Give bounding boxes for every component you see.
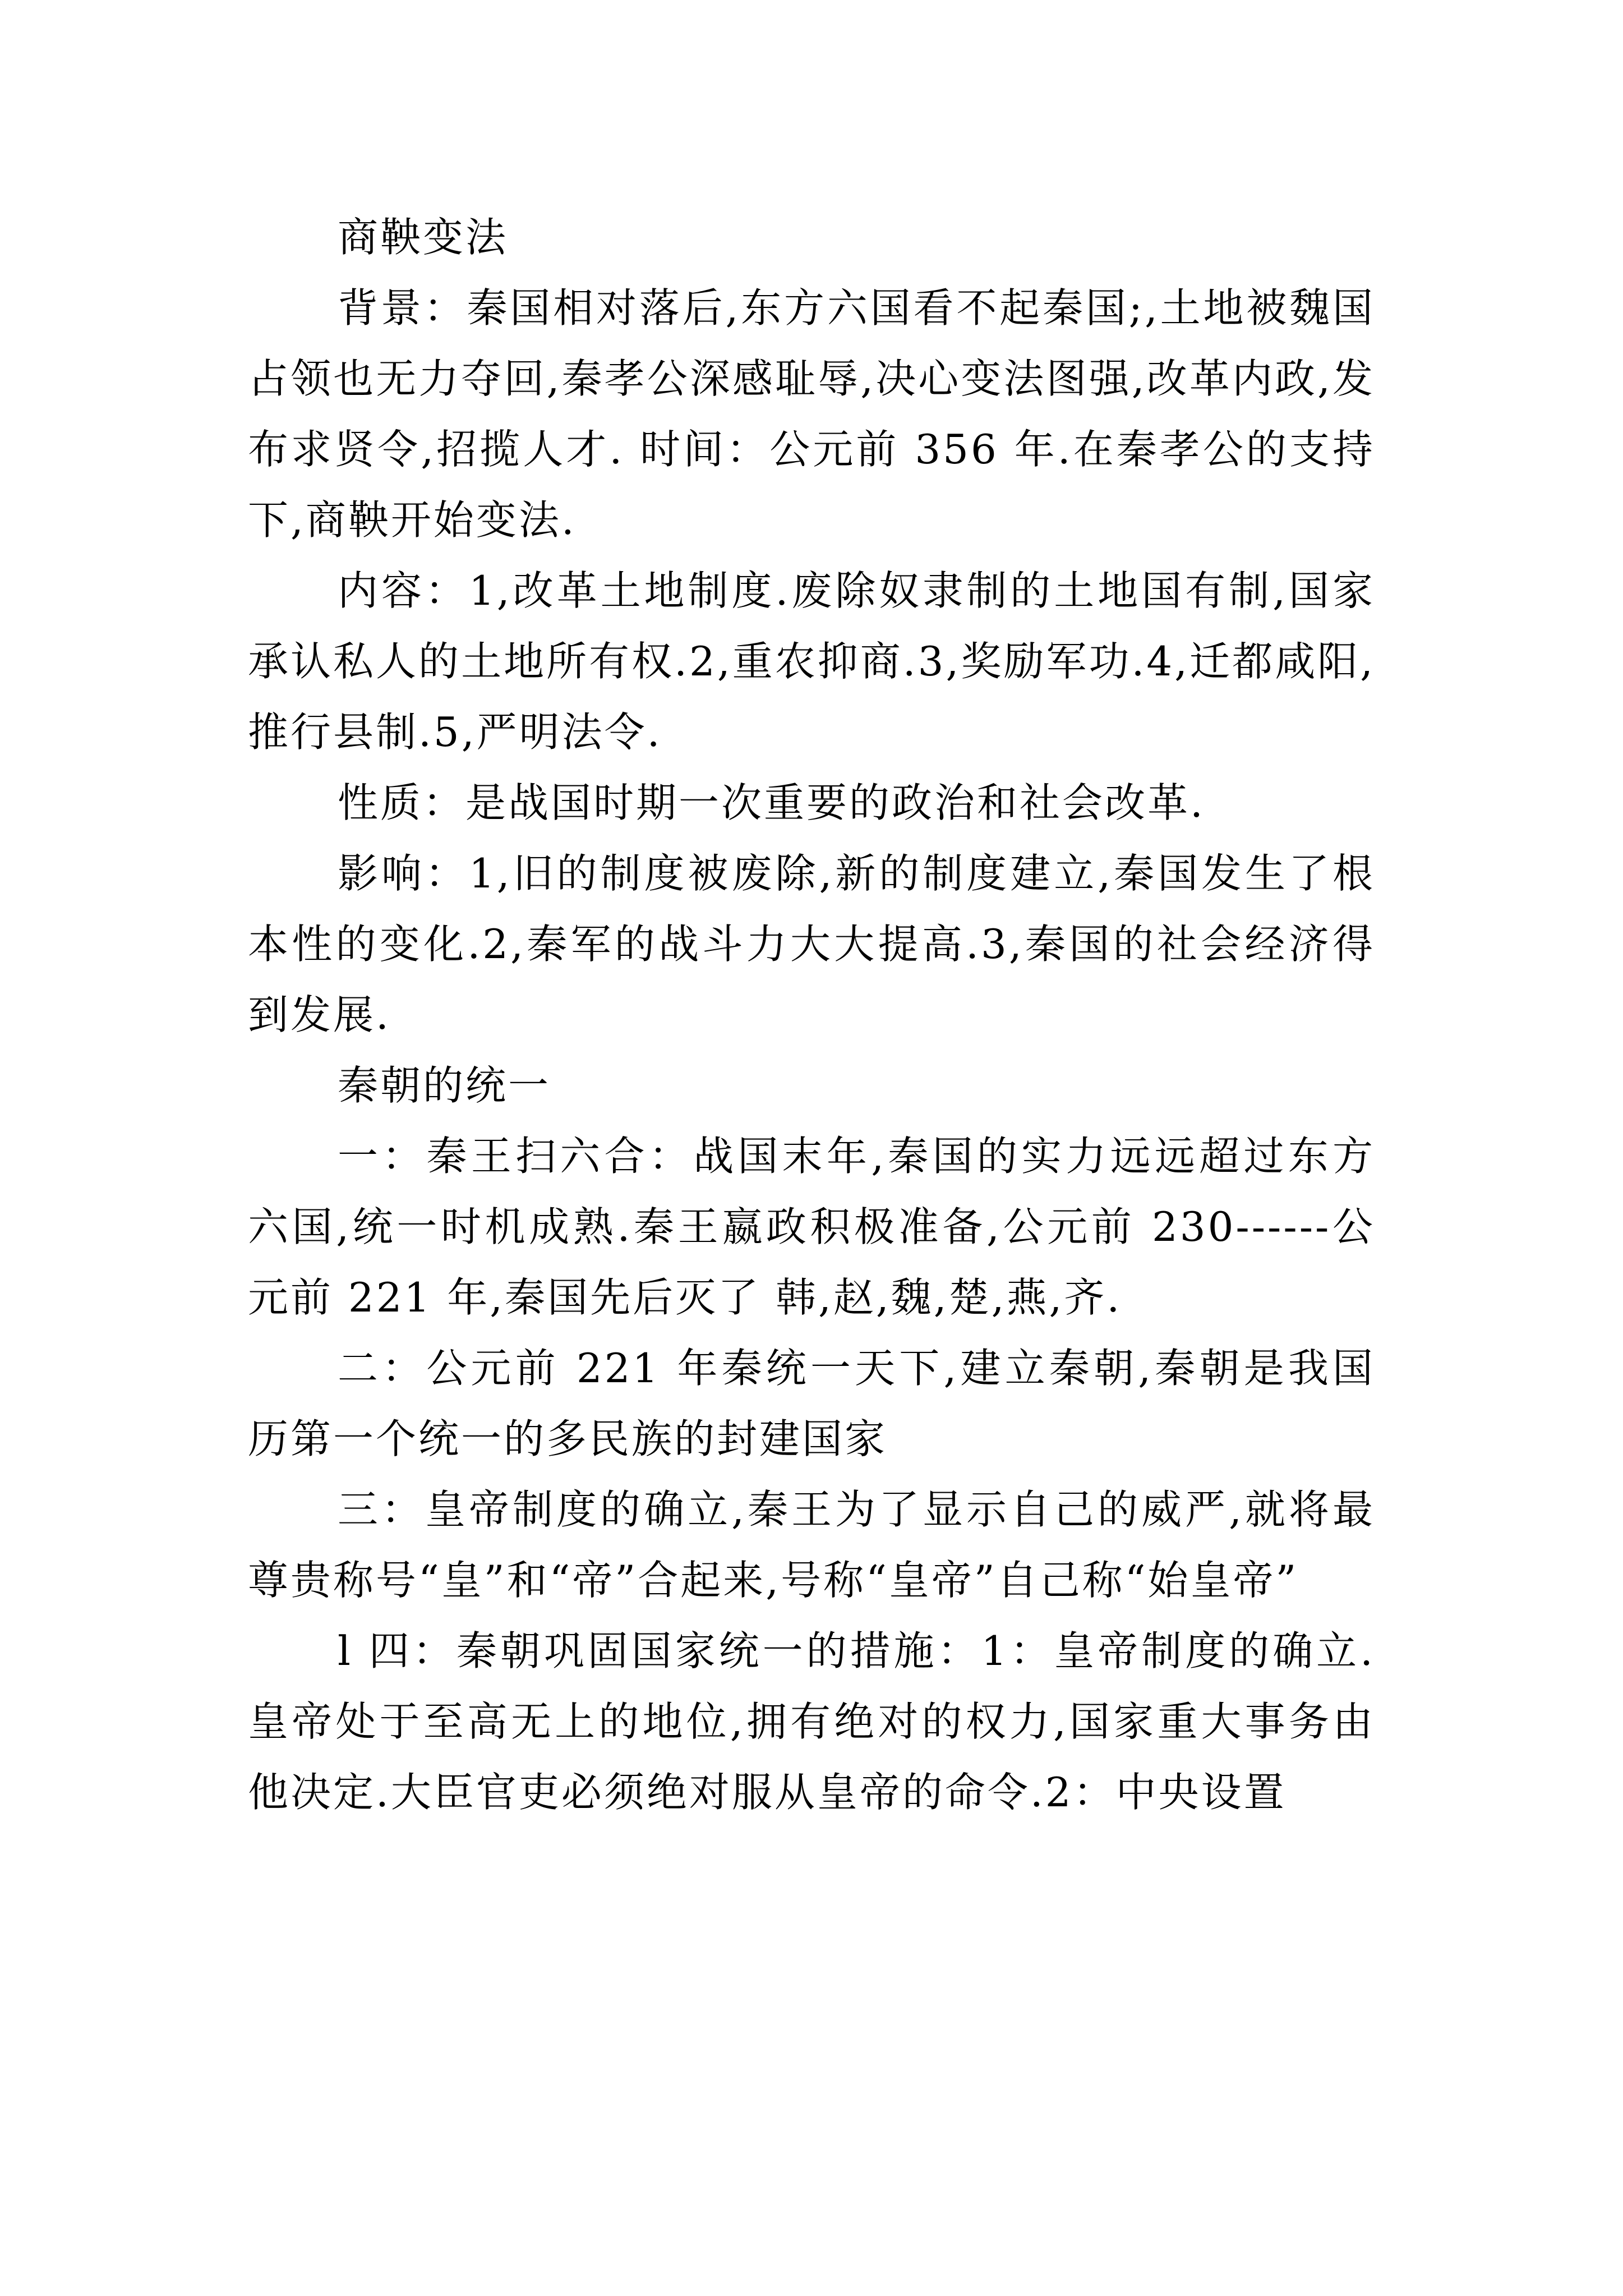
paragraph-content: 内容：1,改革土地制度.废除奴隶制的土地国有制,国家承认私人的土地所有权.2,重农抑商.3,奖励军功.4,迁都咸阳,推行县制.5,严明法令. bbox=[248, 567, 1375, 756]
section-heading-shang-yang-reform: 商鞅变法 bbox=[338, 214, 509, 261]
paragraph-point-one: 一：秦王扫六合：战国末年,秦国的实力远远超过东方六国,统一时机成熟.秦王嬴政积极准备,公元前 230------公元前 221 年,秦国先后灭了 韩,赵,魏,楚,燕,齐. bbox=[248, 1133, 1375, 1321]
paragraph-background: 背景：秦国相对落后,东方六国看不起秦国;,土地被魏国占领也无力夺回,秦孝公深感耻辱,决心变法图强,改革内政,发布求贤令,招揽人才. 时间：公元前 356 年.在秦孝公的支持下,商鞅开始变法. bbox=[248, 284, 1375, 544]
section-heading-qin-unification: 秦朝的统一 bbox=[338, 1062, 551, 1109]
paragraph-impact: 影响：1,旧的制度被废除,新的制度建立,秦国发生了根本性的变化.2,秦军的战斗力大大提高.3,秦国的社会经济得到发展. bbox=[248, 850, 1375, 1038]
document-page bbox=[248, 202, 1375, 1828]
paragraph-point-two: 二：公元前 221 年秦统一天下,建立秦朝,秦朝是我国历第一个统一的多民族的封建国家 bbox=[248, 1345, 1375, 1462]
paragraph-point-four: l 四：秦朝巩固国家统一的措施：1：皇帝制度的确立.皇帝处于至高无上的地位,拥有绝对的权力,国家重大事务由他决定.大臣官吏必须绝对服从皇帝的命令.2：中央设置 bbox=[248, 1627, 1375, 1816]
paragraph-nature: 性质：是战国时期一次重要的政治和社会改革. bbox=[338, 779, 1205, 826]
paragraph-point-three: 三：皇帝制度的确立,秦王为了显示自己的威严,就将最尊贵称号“皇”和“帝”合起来,号称“皇帝”自己称“始皇帝” bbox=[248, 1486, 1375, 1604]
